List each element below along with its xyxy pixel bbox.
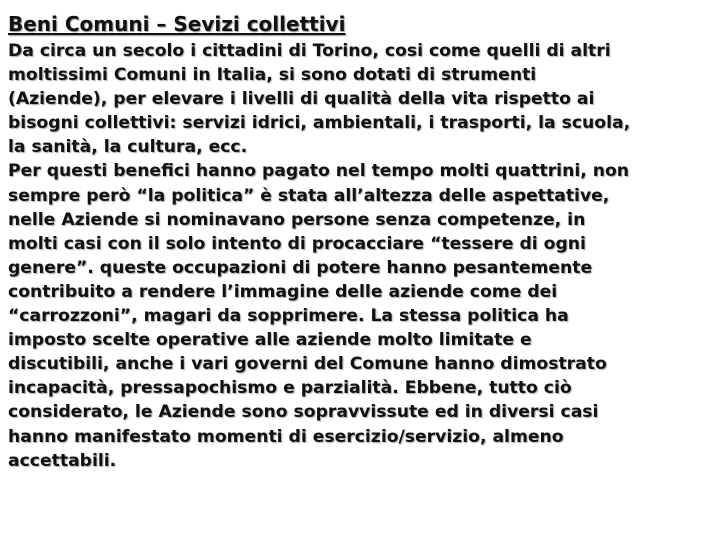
body-line: la sanità, la cultura, ecc. xyxy=(8,137,248,158)
slide-title: Beni Comuni – Sevizi collettivi xyxy=(8,12,346,36)
body-line: Da circa un secolo i cittadini di Torino, cosi come quelli di altri xyxy=(8,41,611,61)
body-line: discutibili, anche i vari governi del Comune hanno dimostrato xyxy=(8,354,607,375)
body-line: imposto scelte operative alle aziende molto limitate e xyxy=(8,330,532,351)
body-line: moltissimi Comuni in Italia, si sono dotati di strumenti xyxy=(8,65,537,86)
body-line: incapacità, pressapochismo e parzialità. Ebbene, tutto ciò xyxy=(8,378,572,399)
body-line: considerato, le Aziende sono sopravvissute ed in diversi casi xyxy=(8,402,599,423)
body-line: contribuito a rendere l’immagine delle aziende come dei xyxy=(8,281,558,302)
body-text xyxy=(8,39,714,473)
body-line: genere”. queste occupazioni di potere hanno pesantemente xyxy=(8,257,593,278)
body-line: hanno manifestato momenti di esercizio/servizio, almeno xyxy=(8,426,564,447)
body-line: nelle Aziende si nominavano persone senza competenze, in xyxy=(8,209,586,230)
body-line: accettabili. xyxy=(8,450,117,471)
body-line: sempre però “la politica” è stata all’altezza delle aspettative, xyxy=(8,185,610,206)
body-line: molti casi con il solo intento di procacciare “tessere di ogni xyxy=(8,233,586,254)
body-line: Per questi benefici hanno pagato nel tempo molti quattrini, non xyxy=(8,161,629,182)
body-line: bisogni collettivi: servizi idrici, ambientali, i trasporti, la scuola, xyxy=(8,113,631,134)
body-line: “carrozzoni”, magari da sopprimere. La stessa politica ha xyxy=(8,306,569,327)
body-line: (Aziende), per elevare i livelli di qualità della vita rispetto ai xyxy=(8,89,595,110)
